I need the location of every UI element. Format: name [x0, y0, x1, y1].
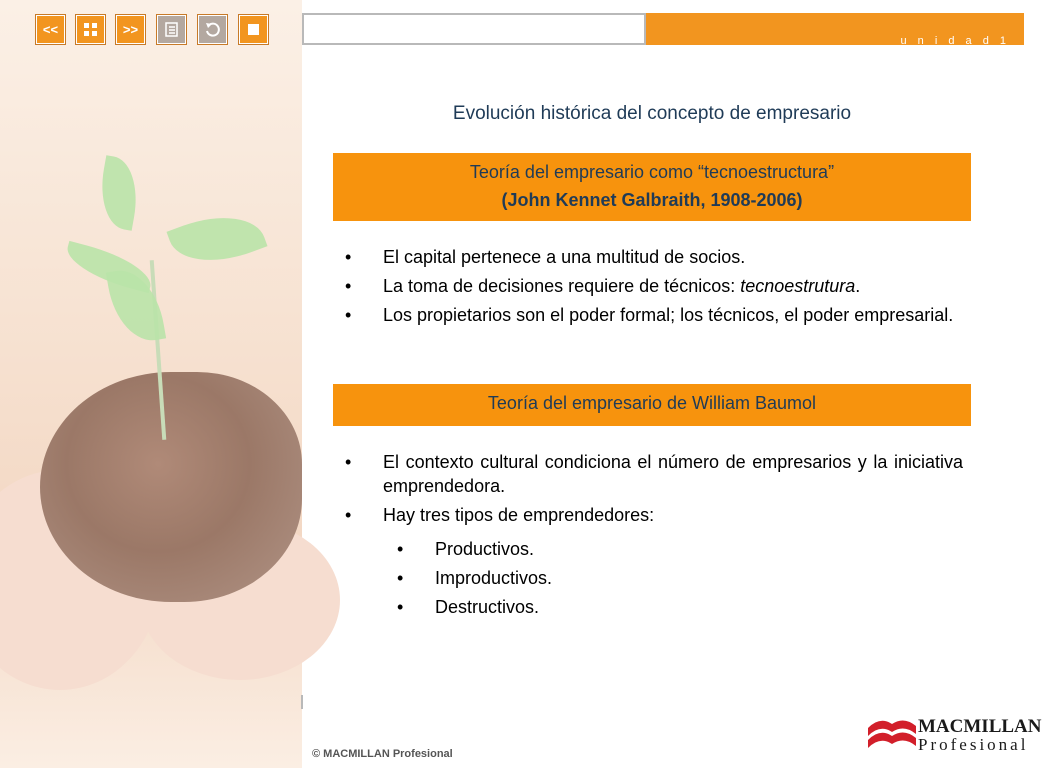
soil-shape	[40, 372, 302, 602]
list-item: • La toma de decisiones requiere de técnicos: tecnoestrutura.	[345, 276, 861, 296]
list-item: • Los propietarios son el poder formal; los técnicos, el poder empresarial.	[345, 305, 954, 325]
unit-bar	[646, 13, 1024, 45]
list-item: • El capital pertenece a una multitud de socios.	[345, 247, 746, 267]
section-heading: Teoría del empresario de William Baumol	[487, 393, 817, 413]
index-button[interactable]	[76, 15, 105, 44]
unit-label: u n i d a d 1	[900, 35, 1010, 47]
section-heading: Teoría del empresario como “tecnoestructura”	[469, 162, 835, 182]
grid-icon	[82, 21, 99, 38]
slide-title: Evolución histórica del concepto de empresario	[452, 103, 852, 124]
background-photo	[0, 0, 302, 768]
section-subheading: (John Kennet Galbraith, 1908-2006)	[501, 190, 803, 210]
plant-leaf	[94, 155, 144, 231]
list-item: • El contexto cultural condiciona el número de empresarios y la iniciativa emprendedora.	[345, 452, 963, 496]
baumol-bullets	[345, 450, 963, 624]
title-field	[302, 13, 646, 45]
sub-list-item: • Destructivos.	[397, 597, 540, 617]
plant-leaf	[167, 201, 268, 277]
next-button[interactable]: >>	[116, 15, 145, 44]
logo-wordmark: MACMILLAN Profesional	[918, 716, 1042, 754]
galbraith-bullets	[345, 245, 963, 332]
contents-button[interactable]	[157, 15, 186, 44]
list-icon	[164, 21, 179, 38]
sub-list-item: • Productivos.	[397, 539, 535, 559]
section-box-baumol	[333, 384, 971, 426]
prev-button[interactable]: <<	[36, 15, 65, 44]
undo-icon	[204, 21, 221, 38]
list-item: • Hay tres tipos de emprendedores:	[345, 505, 655, 525]
section-box-galbraith	[333, 153, 971, 221]
sub-list-item: • Improductivos.	[397, 568, 553, 588]
stop-icon	[247, 23, 260, 36]
divider	[301, 695, 303, 709]
copyright-text: © MACMILLAN Profesional	[312, 748, 453, 760]
italic-term: tecnoestrutura	[740, 276, 856, 296]
return-button[interactable]	[198, 15, 227, 44]
plant-leaf	[106, 264, 166, 346]
sub-list	[345, 537, 963, 619]
stop-button[interactable]	[239, 15, 268, 44]
